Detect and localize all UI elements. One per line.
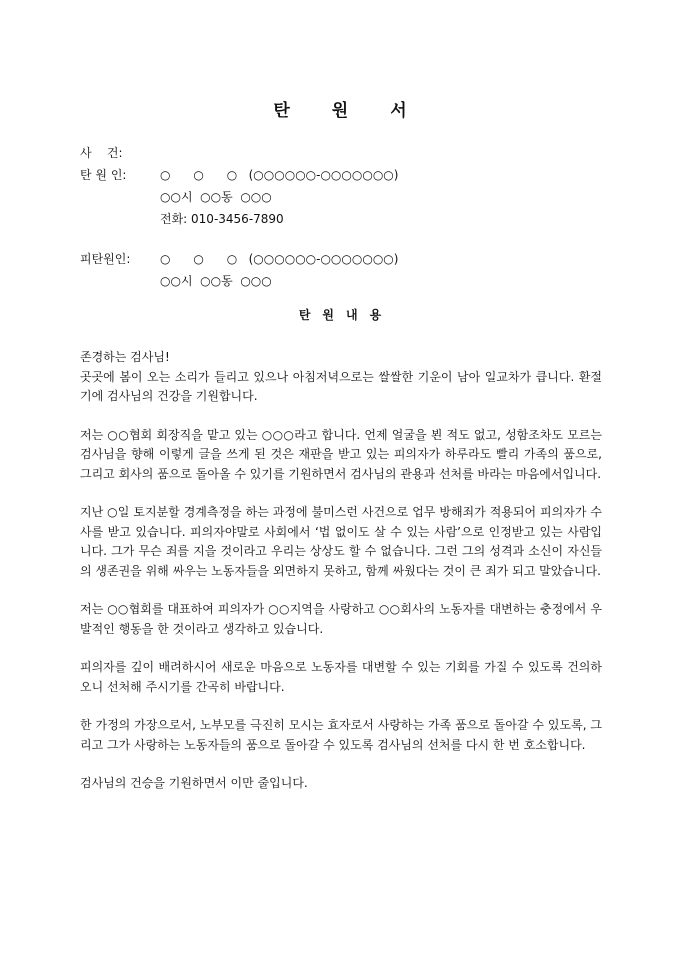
paragraph-request: 피의자를 깊이 배려하시어 새로운 마음으로 노동자를 대변할 수 있는 기회를 가질 수 있도록 건의하오니 선처해 주시기를 간곡히 바랍니다. — [80, 660, 602, 694]
petitioner-name: ○ ○ ○ (○○○○○○-○○○○○○○) — [160, 168, 399, 182]
respondent-name: ○ ○ ○ (○○○○○○-○○○○○○○) — [160, 252, 399, 266]
petition-body — [80, 348, 602, 813]
section-char-1: 탄 — [298, 308, 311, 322]
paragraph-representation: 저는 ○○협회를 대표하여 피의자가 ○○지역을 사랑하고 ○○회사의 노동자를 대변하는 충정에서 우발적인 행동을 한 것이라고 생각하고 있습니다. — [80, 602, 602, 636]
respondent-label: 피탄원인: — [80, 252, 131, 266]
section-char-2: 원 — [322, 308, 334, 322]
petitioner-address: ○○시 ○○동 ○○○ — [160, 190, 272, 204]
title-char-2: 원 — [331, 101, 349, 121]
title-char-3: 서 — [390, 101, 407, 121]
section-heading — [0, 306, 680, 323]
paragraph-incident: 지난 ○일 토지분할 경계측정을 하는 과정에 불미스런 사건으로 업무 방해죄가 적용되어 피의자가 수사를 받고 있습니다. 피의자야말로 사회에서 ‘법 없이도 살 수 있는 사람’으로 인정받고 있는 사람입니다. 그가 무슨 죄를 지을 것이라고 우리는 상상도 할 수 없습니다. 그런 그의 성격과 소신이 자신들의 생존권을 위해 싸우는 노동자들을 외면하지 못하고, 함께 싸웠다는 것이 큰 죄가 되고 말았습니다. — [80, 505, 602, 578]
paragraph-closing: 검사님의 건승을 기원하면서 이만 줄입니다. — [80, 776, 308, 790]
greeting: 존경하는 검사님! — [80, 350, 170, 364]
case-label: 사 건: — [80, 146, 123, 160]
paragraph-appeal: 한 가정의 가장으로서, 노부모를 극진히 모시는 효자로서 사랑하는 가족 품으로 돌아갈 수 있도록, 그리고 그가 사랑하는 노동자들의 품으로 돌아갈 수 있도록 검사님의 선처를 다시 한 번 호소합니다. — [80, 718, 602, 752]
paragraph-season: 곳곳에 봄이 오는 소리가 들리고 있으나 아침저녁으로는 쌀쌀한 기운이 남아 일교차가 큽니다. 환절기에 검사님의 건강을 기원합니다. — [80, 369, 602, 403]
document-title — [0, 96, 680, 121]
paragraph-introduction: 저는 ○○협회 회장직을 맡고 있는 ○○○라고 합니다. 언제 얼굴을 뵌 적도 없고, 성함조차도 모르는 검사님을 향해 이렇게 글을 쓰게 된 것은 재판을 받고 있는 피의자가 하루라도 빨리 가족의 품으로, 그리고 회사의 품으로 돌아올 수 있기를 기원하면서 검사님의 관용과 선처를 바라는 마음에서입니다. — [80, 427, 602, 481]
section-char-3: 내 — [346, 308, 358, 322]
title-char-1: 탄 — [273, 101, 290, 121]
section-char-4: 용 — [369, 308, 382, 322]
petitioner-label: 탄 원 인: — [80, 168, 127, 182]
respondent-address: ○○시 ○○동 ○○○ — [160, 274, 272, 288]
petitioner-phone: 전화: 010-3456-7890 — [160, 212, 284, 226]
